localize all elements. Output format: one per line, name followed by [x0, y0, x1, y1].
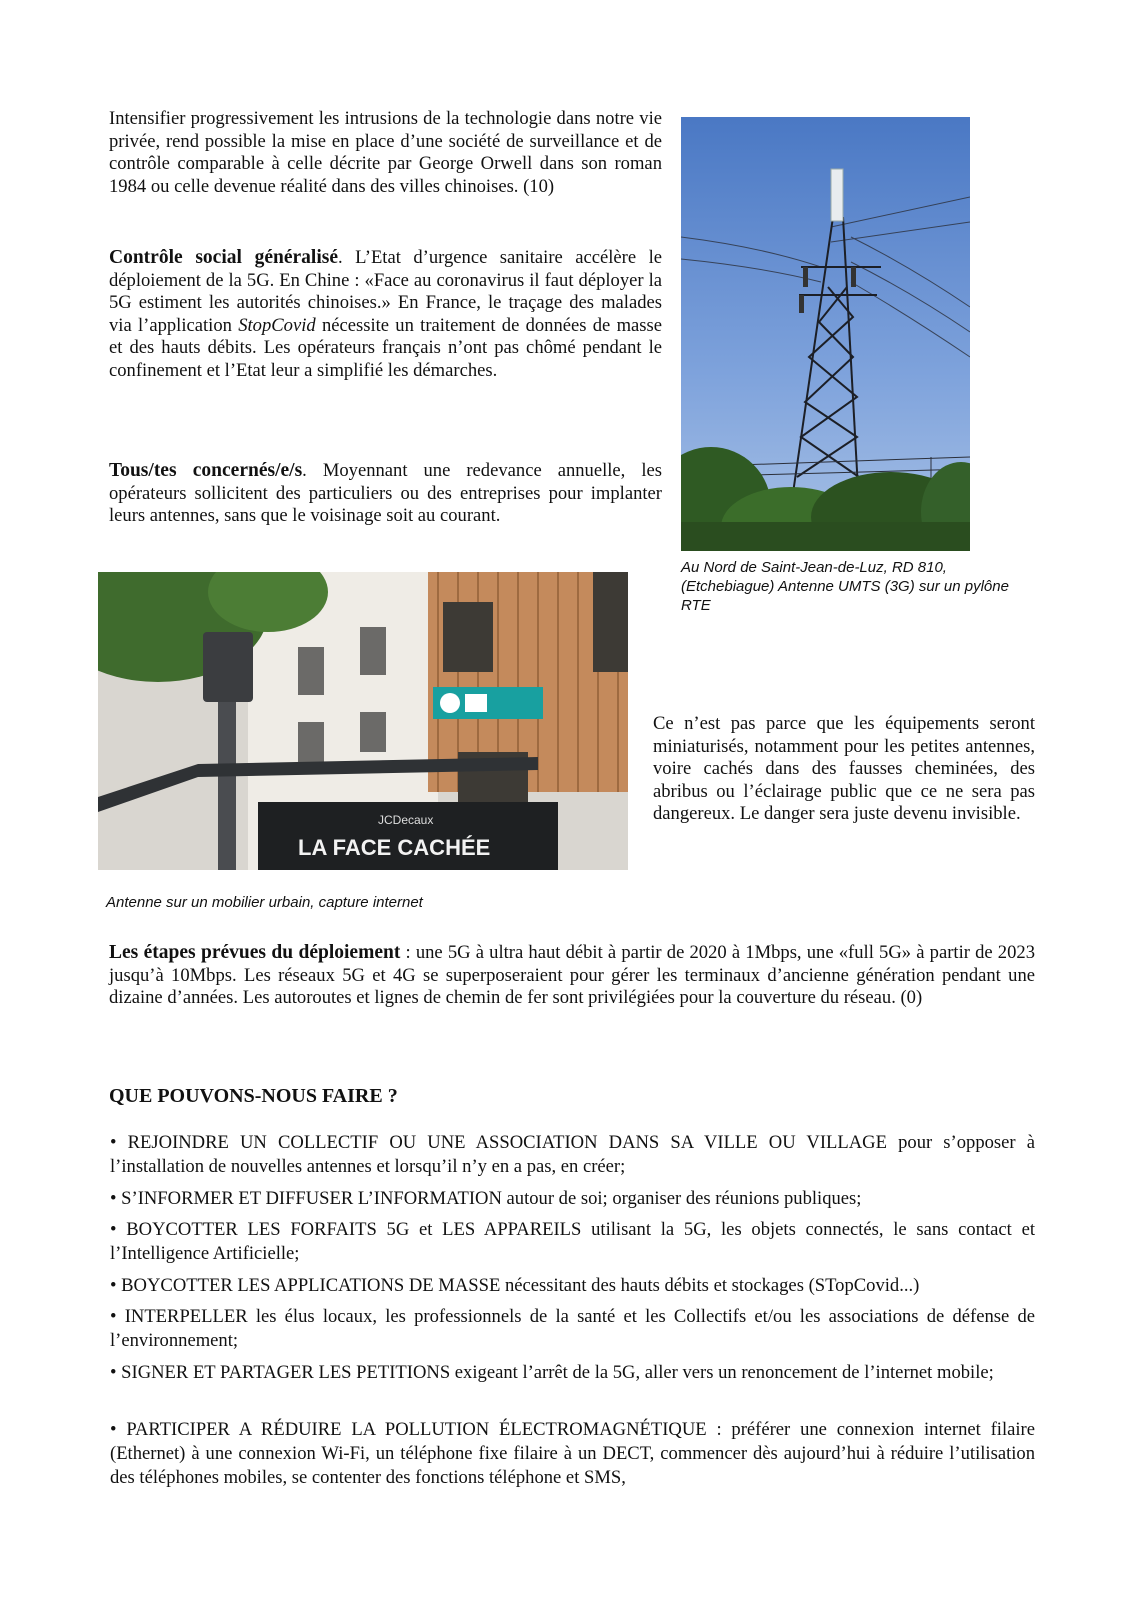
action-item-1: • REJOINDRE UN COLLECTIF OU UNE ASSOCIATION DANS SA VILLE OU VILLAGE pour s’opposer à l’installation de nouvelles antennes et lorsqu’il n’y en a pas, en créer;	[110, 1132, 1035, 1177]
bus-shelter-caption: Antenne sur un mobilier urbain, capture internet	[106, 894, 423, 911]
pylon-photo	[681, 117, 970, 551]
miniature-paragraph: Ce n’est pas parce que les équipements seront miniaturisés, notamment pour les petites antennes, voire cachés dans des fausses cheminées, des abribus ou l’éclairage public que ce ne sera pas dangereux. Le danger sera juste devenu invisible.	[653, 713, 1035, 825]
etapes-text: : une 5G à ultra haut débit à partir de 2020 à 1Mbps, une «full 5G» à partir de 2023 jusqu’à 10Mbps. Les réseaux 5G et 4G se superposeraient pour gérer les terminaux d’ancienne génération pendant une dizaine d’années. Les autoroutes et lignes de chemin de fer sont privilégiées pour la couverture du réseau. (0)	[109, 942, 1035, 1009]
intro-paragraph: Intensifier progressivement les intrusions de la technologie dans notre vie privée, rend possible la mise en place d’une société de surveillance et de contrôle comparable à celle décrite par George Orwell dans son roman 1984 ou celle devenue réalité dans des villes chinoises. (10)	[109, 108, 662, 197]
tous-title: Tous/tes concernés/e/s	[109, 460, 303, 481]
controle-text-1: . L’Etat d’urgence sanitaire accélère le déploiement de la 5G. En Chine : «Face au coronavirus il faut déployer la 5G estiment les autorités chinoises.» En France, le traçage des malades via l’application	[109, 247, 662, 336]
action-item-5: • INTERPELLER les élus locaux, les professionnels de la santé et les Collectifs et/ou les associations de défense de l’environnement;	[110, 1306, 1035, 1351]
controle-app-name: StopCovid	[238, 314, 316, 336]
action-item-7: • PARTICIPER A RÉDUIRE LA POLLUTION ÉLECTROMAGNÉTIQUE : préférer une connexion internet filaire (Ethernet) à une connexion Wi-Fi, un téléphone fixe filaire à un DECT, commencer dès aujourd’hui à réduire l’utilisation des téléphones mobiles, se contenter des fonctions téléphone et SMS,	[110, 1419, 1035, 1488]
tous-text: . Moyennant une redevance annuelle, les opérateurs sollicitent des particuliers ou des entreprises pour implanter leurs antennes, sans que le voisinage soit au courant.	[109, 460, 662, 527]
poster-text: LA FACE CACHÉE	[298, 835, 491, 860]
action-item-6: • SIGNER ET PARTAGER LES PETITIONS exigeant l’arrêt de la 5G, aller vers un renoncement de l’internet mobile;	[110, 1362, 994, 1383]
action-item-3: • BOYCOTTER LES FORFAITS 5G et LES APPAREILS utilisant la 5G, les objets connectés, le sans contact et l’Intelligence Artificielle;	[110, 1219, 1035, 1264]
action-item-4: • BOYCOTTER LES APPLICATIONS DE MASSE nécessitant des hauts débits et stockages (STopCovid...)	[110, 1275, 920, 1296]
pylon-caption: Au Nord de Saint-Jean-de-Luz, RD 810, (Etchebiague) Antenne UMTS (3G) sur un pylône RTE	[681, 559, 1009, 614]
jcdecaux-sign: JCDecaux	[378, 813, 434, 827]
controle-title: Contrôle social généralisé	[109, 247, 338, 268]
controle-text-2: nécessite un traitement de données de masse et des hauts débits. Les opérateurs français n’ont pas chômé pendant le confinement et l’Etat leur a simplifié les démarches.	[109, 314, 663, 381]
bus-shelter-photo	[98, 572, 628, 870]
action-item-2: • S’INFORMER ET DIFFUSER L’INFORMATION autour de soi; organiser des réunions publiques;	[110, 1188, 862, 1209]
etapes-paragraph	[109, 942, 1035, 1010]
etapes-title: Les étapes prévues du déploiement	[109, 942, 401, 963]
tous-paragraph	[109, 460, 662, 528]
actions-heading: QUE POUVONS-NOUS FAIRE ?	[109, 1085, 398, 1107]
controle-paragraph	[109, 247, 662, 383]
